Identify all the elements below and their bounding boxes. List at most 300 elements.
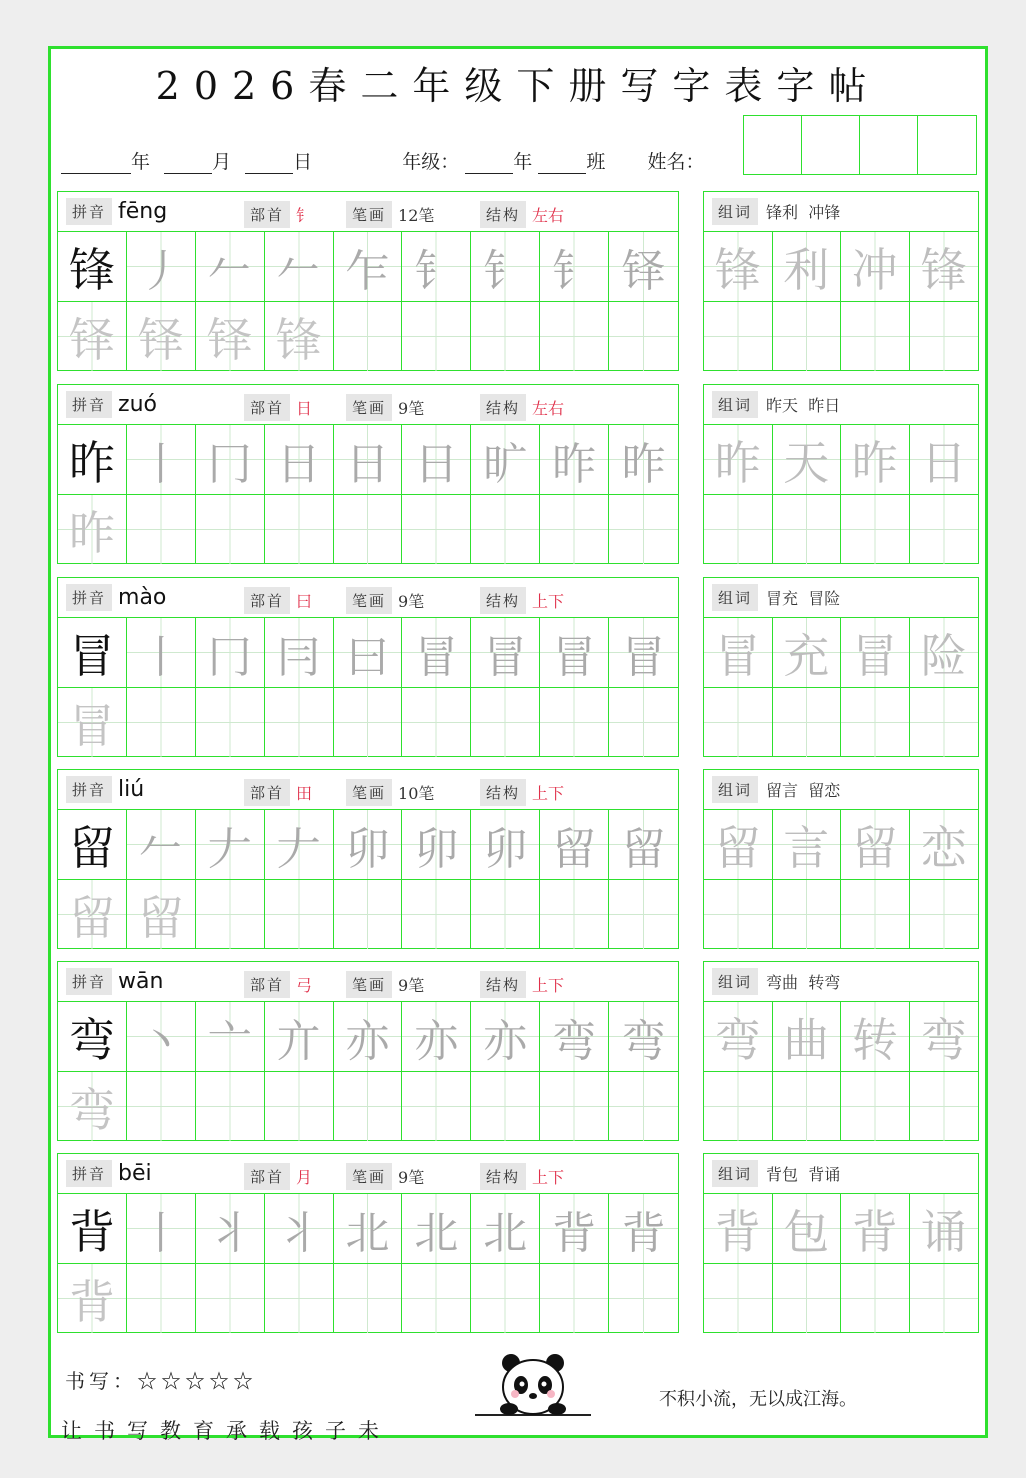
char-panel — [57, 384, 679, 564]
char-block-4 — [57, 961, 979, 1141]
practice-cell[interactable] — [127, 1072, 196, 1141]
stroke-step-cell — [334, 1194, 403, 1263]
practice-cell[interactable] — [334, 1072, 403, 1141]
radical-value: 日 — [296, 399, 313, 418]
practice-cell[interactable] — [540, 302, 609, 371]
structure-value: 左右 — [532, 399, 565, 418]
word-cell[interactable] — [841, 810, 910, 879]
stroke-step-cell — [196, 1194, 265, 1263]
stroke-step-cell — [471, 232, 540, 301]
word-cell[interactable] — [773, 232, 842, 301]
strokes-tag: 笔画 — [346, 779, 392, 806]
word-cell[interactable] — [704, 618, 773, 687]
practice-cell[interactable] — [196, 1072, 265, 1141]
stroke-step-cell — [402, 232, 471, 301]
word-practice-row — [704, 494, 978, 564]
stroke-step: 乍 — [345, 245, 390, 297]
practice-cell[interactable] — [196, 688, 265, 757]
practice-cell[interactable] — [196, 495, 265, 564]
word-cell[interactable] — [910, 1002, 979, 1071]
strokes-tag: 笔画 — [346, 394, 392, 421]
practice-cell[interactable] — [609, 302, 678, 371]
words-value: 锋利 冲锋 — [766, 203, 841, 222]
word-practice-cell[interactable] — [841, 1072, 910, 1141]
stroke-step: 亠 — [207, 1015, 252, 1067]
stroke-step-cell — [609, 425, 678, 494]
trace-char: 铎 — [68, 312, 115, 367]
stroke-step-cell — [265, 1194, 334, 1263]
stroke-row — [58, 618, 678, 687]
stroke-step: 冃 — [276, 631, 321, 683]
stroke-step-cell — [334, 425, 403, 494]
radical-value: 弓 — [296, 976, 313, 995]
stroke-step: 亦 — [414, 1015, 459, 1067]
trace-char: 铎 — [206, 312, 253, 367]
words-panel — [703, 577, 979, 757]
trace-char: 冒 — [68, 698, 115, 753]
word-practice-cell[interactable] — [704, 1072, 773, 1141]
stroke-step-cell — [127, 232, 196, 301]
words-tag: 组词 — [712, 198, 758, 225]
word-cell[interactable] — [704, 810, 773, 879]
radical-field — [236, 779, 312, 806]
practice-cell[interactable] — [471, 495, 540, 564]
structure-field — [472, 971, 564, 998]
pinyin-value: wān — [118, 969, 164, 994]
stroke-step: 北 — [483, 1207, 528, 1259]
practice-cell[interactable] — [334, 495, 403, 564]
stroke-step-cell — [127, 618, 196, 687]
radical-tag: 部首 — [244, 394, 290, 421]
words-value: 背包 背诵 — [766, 1165, 841, 1184]
practice-cell[interactable] — [334, 880, 403, 949]
practice-cell[interactable] — [471, 1072, 540, 1141]
trace-char: 弯 — [68, 1082, 115, 1137]
practice-cell[interactable] — [402, 495, 471, 564]
pinyin-value: bēi — [118, 1161, 152, 1186]
word-cell[interactable] — [910, 232, 979, 301]
structure-tag: 结构 — [480, 779, 526, 806]
stroke-step: 钅 — [552, 245, 597, 297]
stroke-step: 卯 — [345, 823, 390, 875]
stroke-step: 丬 — [207, 1207, 252, 1259]
trace-cell[interactable] — [127, 880, 196, 949]
pinyin-value: fēng — [118, 199, 168, 224]
char-block-3 — [57, 769, 979, 949]
word-cell[interactable] — [773, 810, 842, 879]
words-panel — [703, 1153, 979, 1333]
worksheet-page — [48, 46, 988, 1443]
trace-cell[interactable] — [265, 302, 334, 371]
practice-cell[interactable] — [265, 880, 334, 949]
year-blank[interactable] — [61, 155, 131, 174]
stroke-step-cell — [196, 1002, 265, 1071]
practice-cell[interactable] — [265, 1264, 334, 1333]
practice-cell[interactable] — [402, 880, 471, 949]
word-practice-cell[interactable] — [704, 880, 773, 949]
practice-cell[interactable] — [265, 495, 334, 564]
stroke-step-cell — [265, 1002, 334, 1071]
structure-field — [472, 587, 564, 614]
word-practice-cell[interactable] — [773, 495, 842, 564]
words-header — [704, 1154, 978, 1194]
stroke-step-cell — [334, 618, 403, 687]
structure-value: 上下 — [532, 1168, 565, 1187]
stroke-row — [58, 810, 678, 879]
stroke-step: 丨 — [138, 438, 183, 490]
char-panel — [57, 191, 679, 371]
word-practice-cell[interactable] — [773, 1072, 842, 1141]
stroke-step: 亦 — [483, 1015, 528, 1067]
word-char: 恋 — [920, 820, 967, 875]
char-block-1 — [57, 384, 979, 564]
word-row — [704, 425, 978, 494]
char-block-5 — [57, 1153, 979, 1333]
char-panel — [57, 769, 679, 949]
practice-cell[interactable] — [609, 1072, 678, 1141]
char-panel — [57, 577, 679, 757]
stroke-step: 钅 — [483, 245, 528, 297]
stroke-step: 北 — [414, 1207, 459, 1259]
practice-cell[interactable] — [540, 495, 609, 564]
structure-value: 上下 — [532, 592, 565, 611]
word-cell[interactable] — [704, 1002, 773, 1071]
word-cell[interactable] — [841, 232, 910, 301]
page-title: 2026春二年级下册写字表字帖 — [155, 64, 881, 108]
words-value: 冒充 冒险 — [766, 589, 841, 608]
stroke-step: 卯 — [414, 823, 459, 875]
main-char: 弯 — [68, 1012, 115, 1067]
trace-char: 锋 — [275, 312, 322, 367]
word-cell[interactable] — [910, 618, 979, 687]
word-cell[interactable] — [910, 1194, 979, 1263]
month-blank[interactable] — [164, 155, 212, 174]
words-tag: 组词 — [712, 1160, 758, 1187]
practice-cell[interactable] — [471, 880, 540, 949]
word-char: 天 — [783, 435, 830, 490]
month-label: 月 — [212, 151, 232, 173]
stroke-step: 丨 — [138, 631, 183, 683]
stroke-step-cell — [540, 1194, 609, 1263]
practice-cell[interactable] — [334, 688, 403, 757]
word-char: 留 — [714, 820, 761, 875]
stroke-row — [58, 425, 678, 494]
practice-cell[interactable] — [265, 688, 334, 757]
word-practice-cell[interactable] — [841, 495, 910, 564]
structure-tag: 结构 — [480, 587, 526, 614]
stroke-step-cell — [265, 618, 334, 687]
radical-field — [236, 201, 312, 228]
word-cell[interactable] — [841, 425, 910, 494]
practice-cell[interactable] — [471, 1264, 540, 1333]
word-char: 背 — [714, 1204, 761, 1259]
words-header — [704, 578, 978, 618]
stroke-step-cell — [471, 810, 540, 879]
stroke-step: 冒 — [414, 631, 459, 683]
stroke-step-cell — [540, 1002, 609, 1071]
word-practice-cell[interactable] — [910, 880, 979, 949]
word-char: 险 — [920, 628, 967, 683]
stroke-step-cell — [265, 810, 334, 879]
footer-motto: 让书写教育承载孩子未 — [61, 1419, 391, 1443]
trace-cell[interactable] — [58, 302, 127, 371]
stroke-step-cell — [196, 232, 265, 301]
stroke-step-cell — [402, 425, 471, 494]
pinyin-tag: 拼音 — [66, 584, 112, 611]
word-cell[interactable] — [704, 425, 773, 494]
main-char: 背 — [68, 1204, 115, 1259]
trace-char: 昨 — [68, 505, 115, 560]
stroke-step: 弯 — [552, 1015, 597, 1067]
stroke-step: 𠂉 — [207, 245, 252, 297]
word-cell[interactable] — [841, 618, 910, 687]
stroke-step: 弯 — [621, 1015, 666, 1067]
word-practice-cell[interactable] — [773, 688, 842, 757]
practice-cell[interactable] — [196, 1264, 265, 1333]
trace-row — [58, 1263, 678, 1333]
practice-cell[interactable] — [402, 688, 471, 757]
strokes-value: 12笔 — [398, 206, 435, 225]
word-practice-cell[interactable] — [704, 1264, 773, 1333]
stroke-step-cell — [471, 618, 540, 687]
words-tag: 组词 — [712, 391, 758, 418]
word-char: 转 — [851, 1012, 898, 1067]
words-value: 弯曲 转弯 — [766, 973, 841, 992]
word-row — [704, 232, 978, 301]
practice-cell[interactable] — [609, 1264, 678, 1333]
stroke-step: 钅 — [414, 245, 459, 297]
stroke-step: 冂 — [207, 631, 252, 683]
word-practice-cell[interactable] — [704, 495, 773, 564]
radical-field — [236, 1163, 312, 1190]
stroke-step: 𠂉 — [276, 245, 321, 297]
practice-cell[interactable] — [609, 495, 678, 564]
word-practice-cell[interactable] — [773, 880, 842, 949]
grade-blank[interactable] — [465, 155, 513, 174]
strokes-field — [338, 1163, 424, 1190]
word-practice-cell[interactable] — [704, 302, 773, 371]
trace-cell[interactable] — [58, 880, 127, 949]
word-char: 充 — [783, 628, 830, 683]
word-row — [704, 1002, 978, 1071]
strokes-tag: 笔画 — [346, 971, 392, 998]
word-practice-row — [704, 879, 978, 949]
structure-field — [472, 394, 564, 421]
strokes-value: 10笔 — [398, 784, 435, 803]
word-char: 日 — [920, 435, 967, 490]
word-practice-cell[interactable] — [841, 880, 910, 949]
stroke-step-cell — [334, 810, 403, 879]
practice-cell[interactable] — [127, 688, 196, 757]
word-char: 包 — [783, 1204, 830, 1259]
structure-tag: 结构 — [480, 394, 526, 421]
stroke-step-cell — [402, 810, 471, 879]
stroke-step: 留 — [552, 823, 597, 875]
stroke-step: 冒 — [621, 631, 666, 683]
char-header — [58, 770, 678, 810]
structure-field — [472, 1163, 564, 1190]
stroke-step-cell — [265, 232, 334, 301]
word-practice-cell[interactable] — [910, 302, 979, 371]
char-header — [58, 192, 678, 232]
trace-cell[interactable] — [58, 495, 127, 564]
stroke-row — [58, 1194, 678, 1263]
stroke-step: 𠂇 — [276, 823, 321, 875]
words-panel — [703, 191, 979, 371]
practice-cell[interactable] — [540, 880, 609, 949]
class-label: 班 — [586, 151, 606, 173]
stroke-step-cell — [196, 618, 265, 687]
practice-cell[interactable] — [609, 880, 678, 949]
practice-cell[interactable] — [334, 1264, 403, 1333]
word-practice-cell[interactable] — [910, 495, 979, 564]
word-practice-row — [704, 301, 978, 371]
word-practice-row — [704, 1263, 978, 1333]
stroke-step-cell — [609, 810, 678, 879]
practice-cell[interactable] — [402, 1072, 471, 1141]
word-char: 冒 — [851, 628, 898, 683]
structure-tag: 结构 — [480, 1163, 526, 1190]
word-row — [704, 1194, 978, 1263]
word-practice-cell[interactable] — [841, 302, 910, 371]
stroke-step-cell — [127, 1194, 196, 1263]
word-cell[interactable] — [841, 1002, 910, 1071]
trace-cell[interactable] — [127, 302, 196, 371]
trace-cell[interactable] — [58, 1264, 127, 1333]
word-cell[interactable] — [773, 618, 842, 687]
word-cell[interactable] — [910, 810, 979, 879]
practice-cell[interactable] — [540, 1072, 609, 1141]
structure-tag: 结构 — [480, 971, 526, 998]
main-char: 锋 — [68, 242, 115, 297]
word-cell[interactable] — [773, 425, 842, 494]
word-practice-row — [704, 1071, 978, 1141]
strokes-value: 9笔 — [398, 399, 425, 418]
writing-rating[interactable]: 书写：☆☆☆☆☆ — [65, 1369, 257, 1393]
radical-tag: 部首 — [244, 201, 290, 228]
word-char: 昨 — [714, 435, 761, 490]
char-block-2 — [57, 577, 979, 757]
name-boxes[interactable] — [743, 115, 977, 175]
trace-cell[interactable] — [58, 1072, 127, 1141]
word-cell[interactable] — [773, 1194, 842, 1263]
pinyin-tag: 拼音 — [66, 198, 112, 225]
practice-cell[interactable] — [402, 1264, 471, 1333]
word-char: 昨 — [851, 435, 898, 490]
stroke-step-cell — [402, 618, 471, 687]
practice-cell[interactable] — [196, 880, 265, 949]
char-header — [58, 962, 678, 1002]
word-char: 背 — [851, 1204, 898, 1259]
practice-cell[interactable] — [402, 302, 471, 371]
trace-cell[interactable] — [196, 302, 265, 371]
stroke-step: 昨 — [621, 438, 666, 490]
word-practice-cell[interactable] — [910, 688, 979, 757]
stroke-step-cell — [127, 810, 196, 879]
pinyin-tag: 拼音 — [66, 968, 112, 995]
class-blank[interactable] — [538, 155, 586, 174]
strokes-tag: 笔画 — [346, 201, 392, 228]
stroke-step: 日 — [345, 438, 390, 490]
practice-cell[interactable] — [127, 495, 196, 564]
word-cell[interactable] — [910, 425, 979, 494]
stroke-step-cell — [334, 1002, 403, 1071]
stroke-step-cell — [334, 232, 403, 301]
char-panel — [57, 1153, 679, 1333]
strokes-value: 9笔 — [398, 592, 425, 611]
radical-tag: 部首 — [244, 971, 290, 998]
practice-cell[interactable] — [471, 302, 540, 371]
pinyin-tag: 拼音 — [66, 1160, 112, 1187]
trace-row — [58, 687, 678, 757]
stroke-step-cell — [127, 425, 196, 494]
stroke-step: 日 — [276, 438, 321, 490]
stroke-step-cell — [196, 810, 265, 879]
stroke-step: 冒 — [483, 631, 528, 683]
char-block-0 — [57, 191, 979, 371]
stroke-step: 背 — [621, 1207, 666, 1259]
word-practice-cell[interactable] — [773, 302, 842, 371]
practice-cell[interactable] — [471, 688, 540, 757]
stroke-step: 铎 — [621, 245, 666, 297]
word-cell[interactable] — [704, 1194, 773, 1263]
word-practice-cell[interactable] — [773, 1264, 842, 1333]
practice-cell[interactable] — [540, 688, 609, 757]
word-row — [704, 618, 978, 687]
stroke-step-cell — [609, 232, 678, 301]
trace-row — [58, 1071, 678, 1141]
words-panel — [703, 961, 979, 1141]
radical-field — [236, 971, 312, 998]
stroke-step-cell — [471, 1002, 540, 1071]
word-practice-cell[interactable] — [704, 688, 773, 757]
trace-char: 留 — [137, 890, 184, 945]
word-char: 锋 — [714, 242, 761, 297]
stroke-step: 𠂇 — [207, 823, 252, 875]
trace-row — [58, 879, 678, 949]
word-cell[interactable] — [773, 1002, 842, 1071]
trace-cell[interactable] — [58, 688, 127, 757]
pinyin-value: zuó — [118, 392, 157, 417]
words-header — [704, 385, 978, 425]
stroke-step-cell — [471, 1194, 540, 1263]
word-practice-cell[interactable] — [910, 1264, 979, 1333]
main-char-cell — [58, 425, 127, 494]
char-panel — [57, 961, 679, 1141]
stroke-step-cell — [609, 618, 678, 687]
practice-cell[interactable] — [609, 688, 678, 757]
practice-cell[interactable] — [127, 1264, 196, 1333]
word-practice-cell[interactable] — [910, 1072, 979, 1141]
radical-tag: 部首 — [244, 779, 290, 806]
info-line — [61, 147, 704, 174]
practice-cell[interactable] — [334, 302, 403, 371]
word-cell[interactable] — [704, 232, 773, 301]
stroke-step: 丿 — [138, 245, 183, 297]
pinyin-value: liú — [118, 777, 145, 802]
day-label: 日 — [293, 151, 313, 173]
stroke-step-cell — [540, 810, 609, 879]
practice-cell[interactable] — [265, 1072, 334, 1141]
word-practice-cell[interactable] — [841, 688, 910, 757]
radical-value: 田 — [296, 784, 313, 803]
word-cell[interactable] — [841, 1194, 910, 1263]
day-blank[interactable] — [245, 155, 293, 174]
word-practice-cell[interactable] — [841, 1264, 910, 1333]
practice-cell[interactable] — [540, 1264, 609, 1333]
main-char: 冒 — [68, 628, 115, 683]
word-char: 利 — [783, 242, 830, 297]
